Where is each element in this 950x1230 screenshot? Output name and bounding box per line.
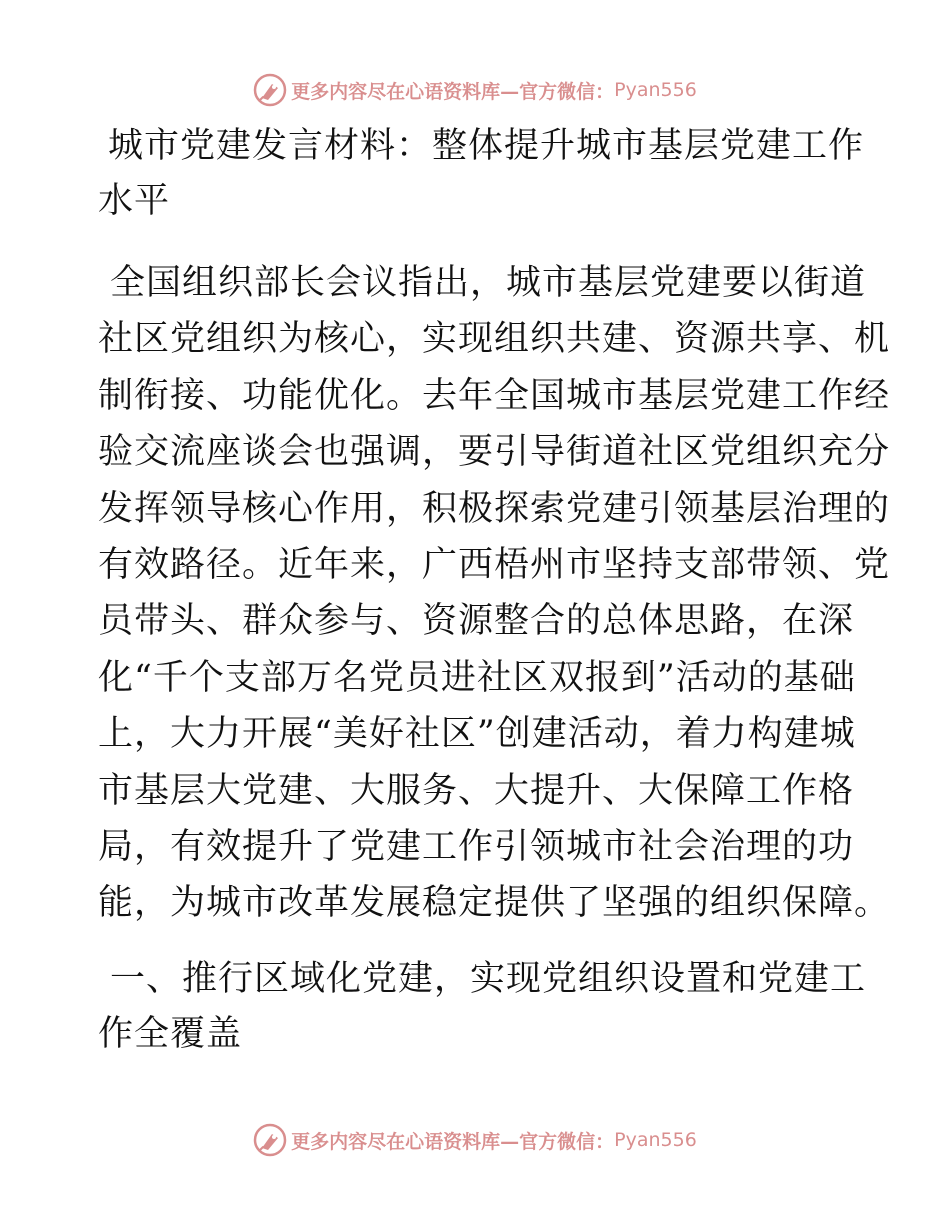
document-title [98,119,865,229]
paragraph-line: 制衔接、功能优化。去年全国城市基层党建工作经 [98,375,891,416]
paragraph-line: 全国组织部长会议指出，城市基层党建要以街道 [110,263,867,303]
paragraph-line: 局，有效提升了党建工作引领城市社会治理的功 [98,827,855,868]
body-paragraph [98,255,891,932]
pen-nib-logo-icon [253,1123,287,1157]
heading-line: 作全覆盖 [98,1013,243,1054]
paragraph-line: 社区党组织为核心，实现组织共建、资源共享、机 [98,319,891,360]
paragraph-line: 有效路径。近年来，广西梧州市坚持支部带领、党 [98,545,891,586]
heading-line: 一、推行区域化党建，实现党组织设置和党建工 [110,958,867,999]
watermark-text: 更多内容尽在心语资料库—官方微信： [291,1130,615,1153]
title-line: 水平 [98,181,171,221]
watermark-wechat-id: Pyan556 [614,79,697,101]
title-line: 城市党建发言材料：整体提升城市基层党建工作 [108,126,865,166]
header-watermark [0,72,950,108]
watermark-wechat-id: Pyan556 [614,1129,697,1151]
paragraph-line: 验交流座谈会也强调，要引导街道社区党组织充分 [98,432,891,473]
paragraph-line: 化“千个支部万名党员进社区双报到”活动的基础 [98,657,856,698]
paragraph-line: 市基层大党建、大服务、大提升、大保障工作格 [98,770,855,811]
section-heading [98,952,867,1062]
document-body [98,119,891,1062]
pen-nib-logo-icon [253,73,287,107]
paragraph-line: 上，大力开展“美好社区”创建活动，着力构建城 [98,714,856,755]
paragraph-line: 发挥领导核心作用，积极探索党建引领基层治理的 [98,488,891,529]
paragraph-line: 员带头、群众参与、资源整合的总体思路，在深 [98,601,855,642]
footer-watermark [0,1122,950,1158]
paragraph-line: 能，为城市改革发展稳定提供了坚强的组织保障。 [98,883,891,924]
watermark-text: 更多内容尽在心语资料库—官方微信： [291,80,615,103]
